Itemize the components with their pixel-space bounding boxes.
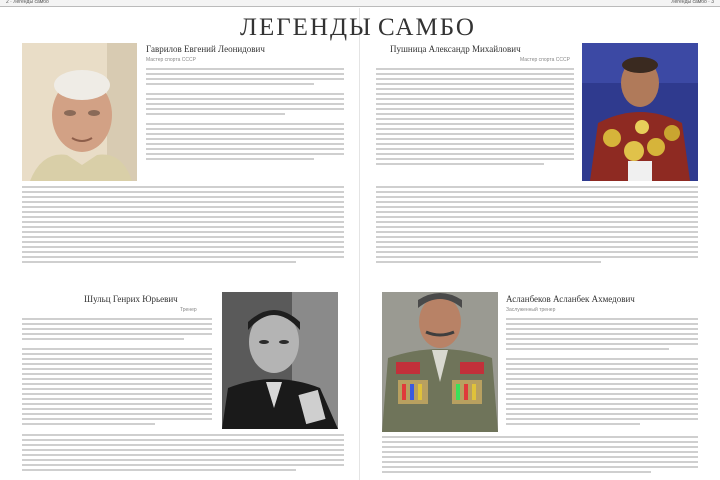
- spread-title-left: ЛЕГЕНДЫ: [240, 14, 373, 41]
- profile-role-3: Тренер: [180, 307, 197, 313]
- profile-name-3: Шульц Генрих Юрьевич: [84, 294, 178, 304]
- profile-name-1: Гаврилов Евгений Леонидович: [146, 44, 265, 54]
- portrait-3-image: [222, 292, 338, 429]
- profile-text-4a: [506, 318, 698, 428]
- profile-name-4: Асланбеков Асланбек Ахмедович: [506, 294, 635, 304]
- portrait-photo-2: [582, 43, 698, 181]
- profile-text-1b: [22, 186, 344, 266]
- left-running-title: 2 · Легенды самбо: [6, 0, 49, 5]
- portrait-photo-4: [382, 292, 498, 432]
- portrait-photo-1: [22, 43, 137, 181]
- profile-text-4b: [382, 436, 698, 476]
- portrait-2-image: [582, 43, 698, 181]
- portrait-1-image: [22, 43, 137, 181]
- profile-text-3b: [22, 434, 344, 474]
- running-header: [0, 0, 720, 7]
- profile-name-2: Пушница Александр Михайлович: [390, 44, 521, 54]
- profile-text-3a: [22, 318, 212, 428]
- page-gutter: [359, 8, 360, 480]
- profile-text-2a: [376, 68, 574, 168]
- profile-role-2: Мастер спорта СССР: [520, 57, 570, 63]
- portrait-photo-3: [222, 292, 338, 429]
- profile-text-1a: [146, 68, 344, 163]
- right-running-title: Легенды самбо · 3: [671, 0, 714, 5]
- portrait-4-image: [382, 292, 498, 432]
- profile-role-4: Заслуженный тренер: [506, 307, 556, 313]
- spread-title-right: САМБО: [378, 14, 476, 41]
- profile-text-2b: [376, 186, 698, 266]
- profile-role-1: Мастер спорта СССР: [146, 57, 196, 63]
